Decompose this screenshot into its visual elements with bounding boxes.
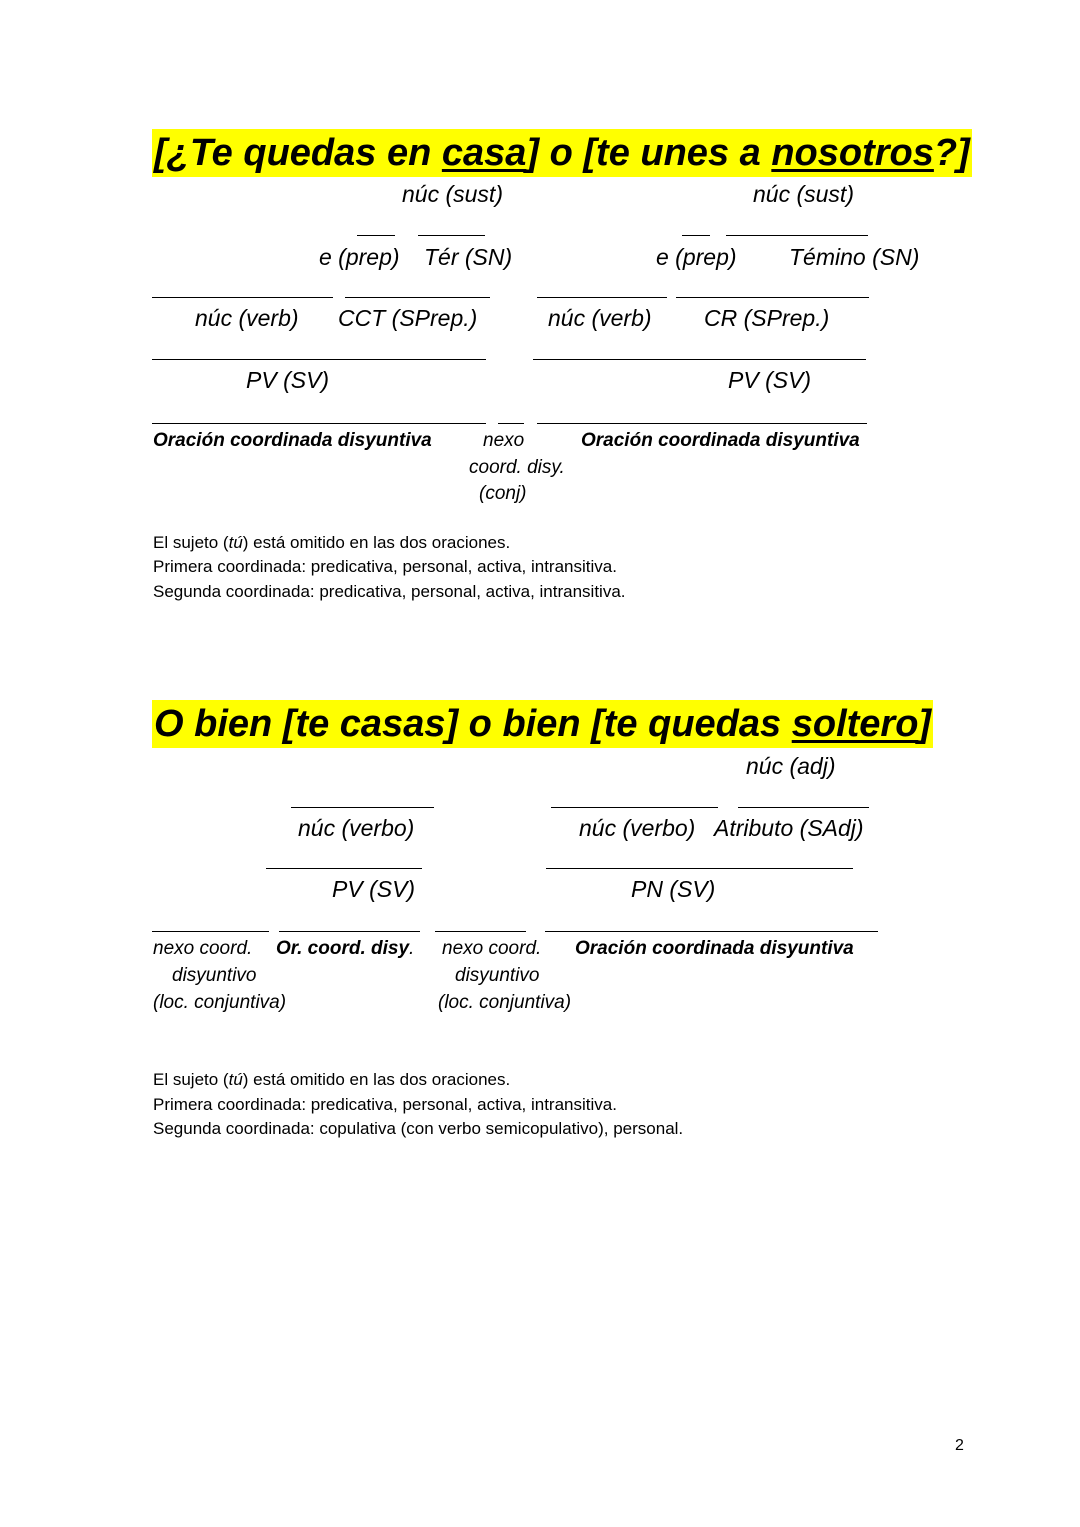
label-pv: PV (SV) — [332, 876, 416, 902]
label-oracion-coordinada-2: Oración coordinada disyuntiva — [581, 430, 860, 451]
label-nexo-line-2: coord. disy. — [469, 457, 565, 478]
label-e-prep-2: e (prep) — [656, 244, 737, 270]
label-nuc-verb-2: núc (verb) — [548, 305, 652, 331]
label-nexo-b-line-1: nexo coord. — [442, 938, 542, 959]
analysis-line — [533, 359, 866, 360]
label-pv-2: PV (SV) — [728, 367, 812, 393]
analysis-line — [345, 297, 490, 298]
label-nexo-a-line-3: (loc. conjuntiva) — [153, 992, 287, 1013]
analysis-line — [738, 807, 869, 808]
sentence-2-title: O bien [te casas] o bien [te quedas soltero] — [152, 700, 933, 748]
analysis-line — [279, 931, 420, 932]
label-nexo-b-line-2: disyuntivo — [455, 965, 540, 986]
label-nuc-adj: núc (adj) — [746, 753, 836, 779]
underlined-word-soltero: soltero — [791, 703, 919, 745]
note-first-coordinate-1: Primera coordinada: predicativa, personal, activa, intransitiva. — [153, 557, 617, 576]
analysis-line — [291, 807, 434, 808]
sentence-1-title: [¿Te quedas en casa] o [te unes a nosotros?] — [152, 129, 972, 177]
analysis-line — [682, 235, 710, 236]
label-ter-sn: Tér (SN) — [424, 244, 513, 270]
label-nexo-b-line-3: (loc. conjuntiva) — [438, 992, 572, 1013]
label-nexo-a-line-2: disyuntivo — [172, 965, 257, 986]
analysis-line — [152, 297, 333, 298]
note-second-coordinate-1: Segunda coordinada: predicativa, personal, activa, intransitiva. — [153, 582, 626, 601]
analysis-line — [357, 235, 395, 236]
label-oracion-coordinada-3: Oración coordinada disyuntiva — [575, 938, 854, 959]
note-subject-omitted-2: El sujeto (tú) está omitido en las dos oraciones. — [153, 1070, 511, 1089]
label-e-prep-1: e (prep) — [319, 244, 400, 270]
label-cr: CR (SPrep.) — [704, 305, 830, 331]
label-nexo-line-3: (conj) — [479, 483, 527, 504]
label-cct: CCT (SPrep.) — [338, 305, 478, 331]
analysis-line — [152, 931, 269, 932]
label-nuc-sust-1: núc (sust) — [402, 181, 503, 207]
analysis-line — [152, 423, 486, 424]
analysis-line — [551, 807, 718, 808]
note-second-coordinate-2: Segunda coordinada: copulativa (con verbo semicopulativo), personal. — [153, 1119, 684, 1138]
analysis-line — [546, 868, 853, 869]
analysis-line — [498, 423, 524, 424]
note-subject-omitted-1: El sujeto (tú) está omitido en las dos oraciones. — [153, 533, 511, 552]
label-nuc-sust-2: núc (sust) — [753, 181, 854, 207]
page-number: 2 — [955, 1437, 964, 1454]
label-oracion-coordinada-1: Oración coordinada disyuntiva — [153, 430, 432, 451]
analysis-line — [537, 297, 667, 298]
analysis-line — [418, 235, 485, 236]
note-first-coordinate-2: Primera coordinada: predicativa, personal, activa, intransitiva. — [153, 1095, 617, 1114]
analysis-line — [537, 423, 867, 424]
analysis-line — [435, 931, 526, 932]
underlined-word-casa: casa — [441, 132, 527, 174]
label-nuc-verbo-2: núc (verbo) — [579, 815, 696, 841]
analysis-line — [676, 297, 869, 298]
label-pv-1: PV (SV) — [246, 367, 330, 393]
analysis-line — [545, 931, 878, 932]
analysis-line — [266, 868, 422, 869]
label-nexo-a-line-1: nexo coord. — [153, 938, 253, 959]
underlined-word-nosotros: nosotros — [771, 132, 934, 174]
label-nuc-verbo-1: núc (verbo) — [298, 815, 415, 841]
label-nuc-verb-1: núc (verb) — [195, 305, 299, 331]
label-pn: PN (SV) — [631, 876, 716, 902]
analysis-line — [152, 359, 486, 360]
analysis-line — [726, 235, 868, 236]
label-nexo-line-1: nexo — [483, 430, 525, 451]
label-atributo: Atributo (SAdj) — [714, 815, 864, 841]
label-termino-sn: Témino (SN) — [789, 244, 920, 270]
label-or-coord-disy: Or. coord. disy. — [276, 938, 415, 959]
